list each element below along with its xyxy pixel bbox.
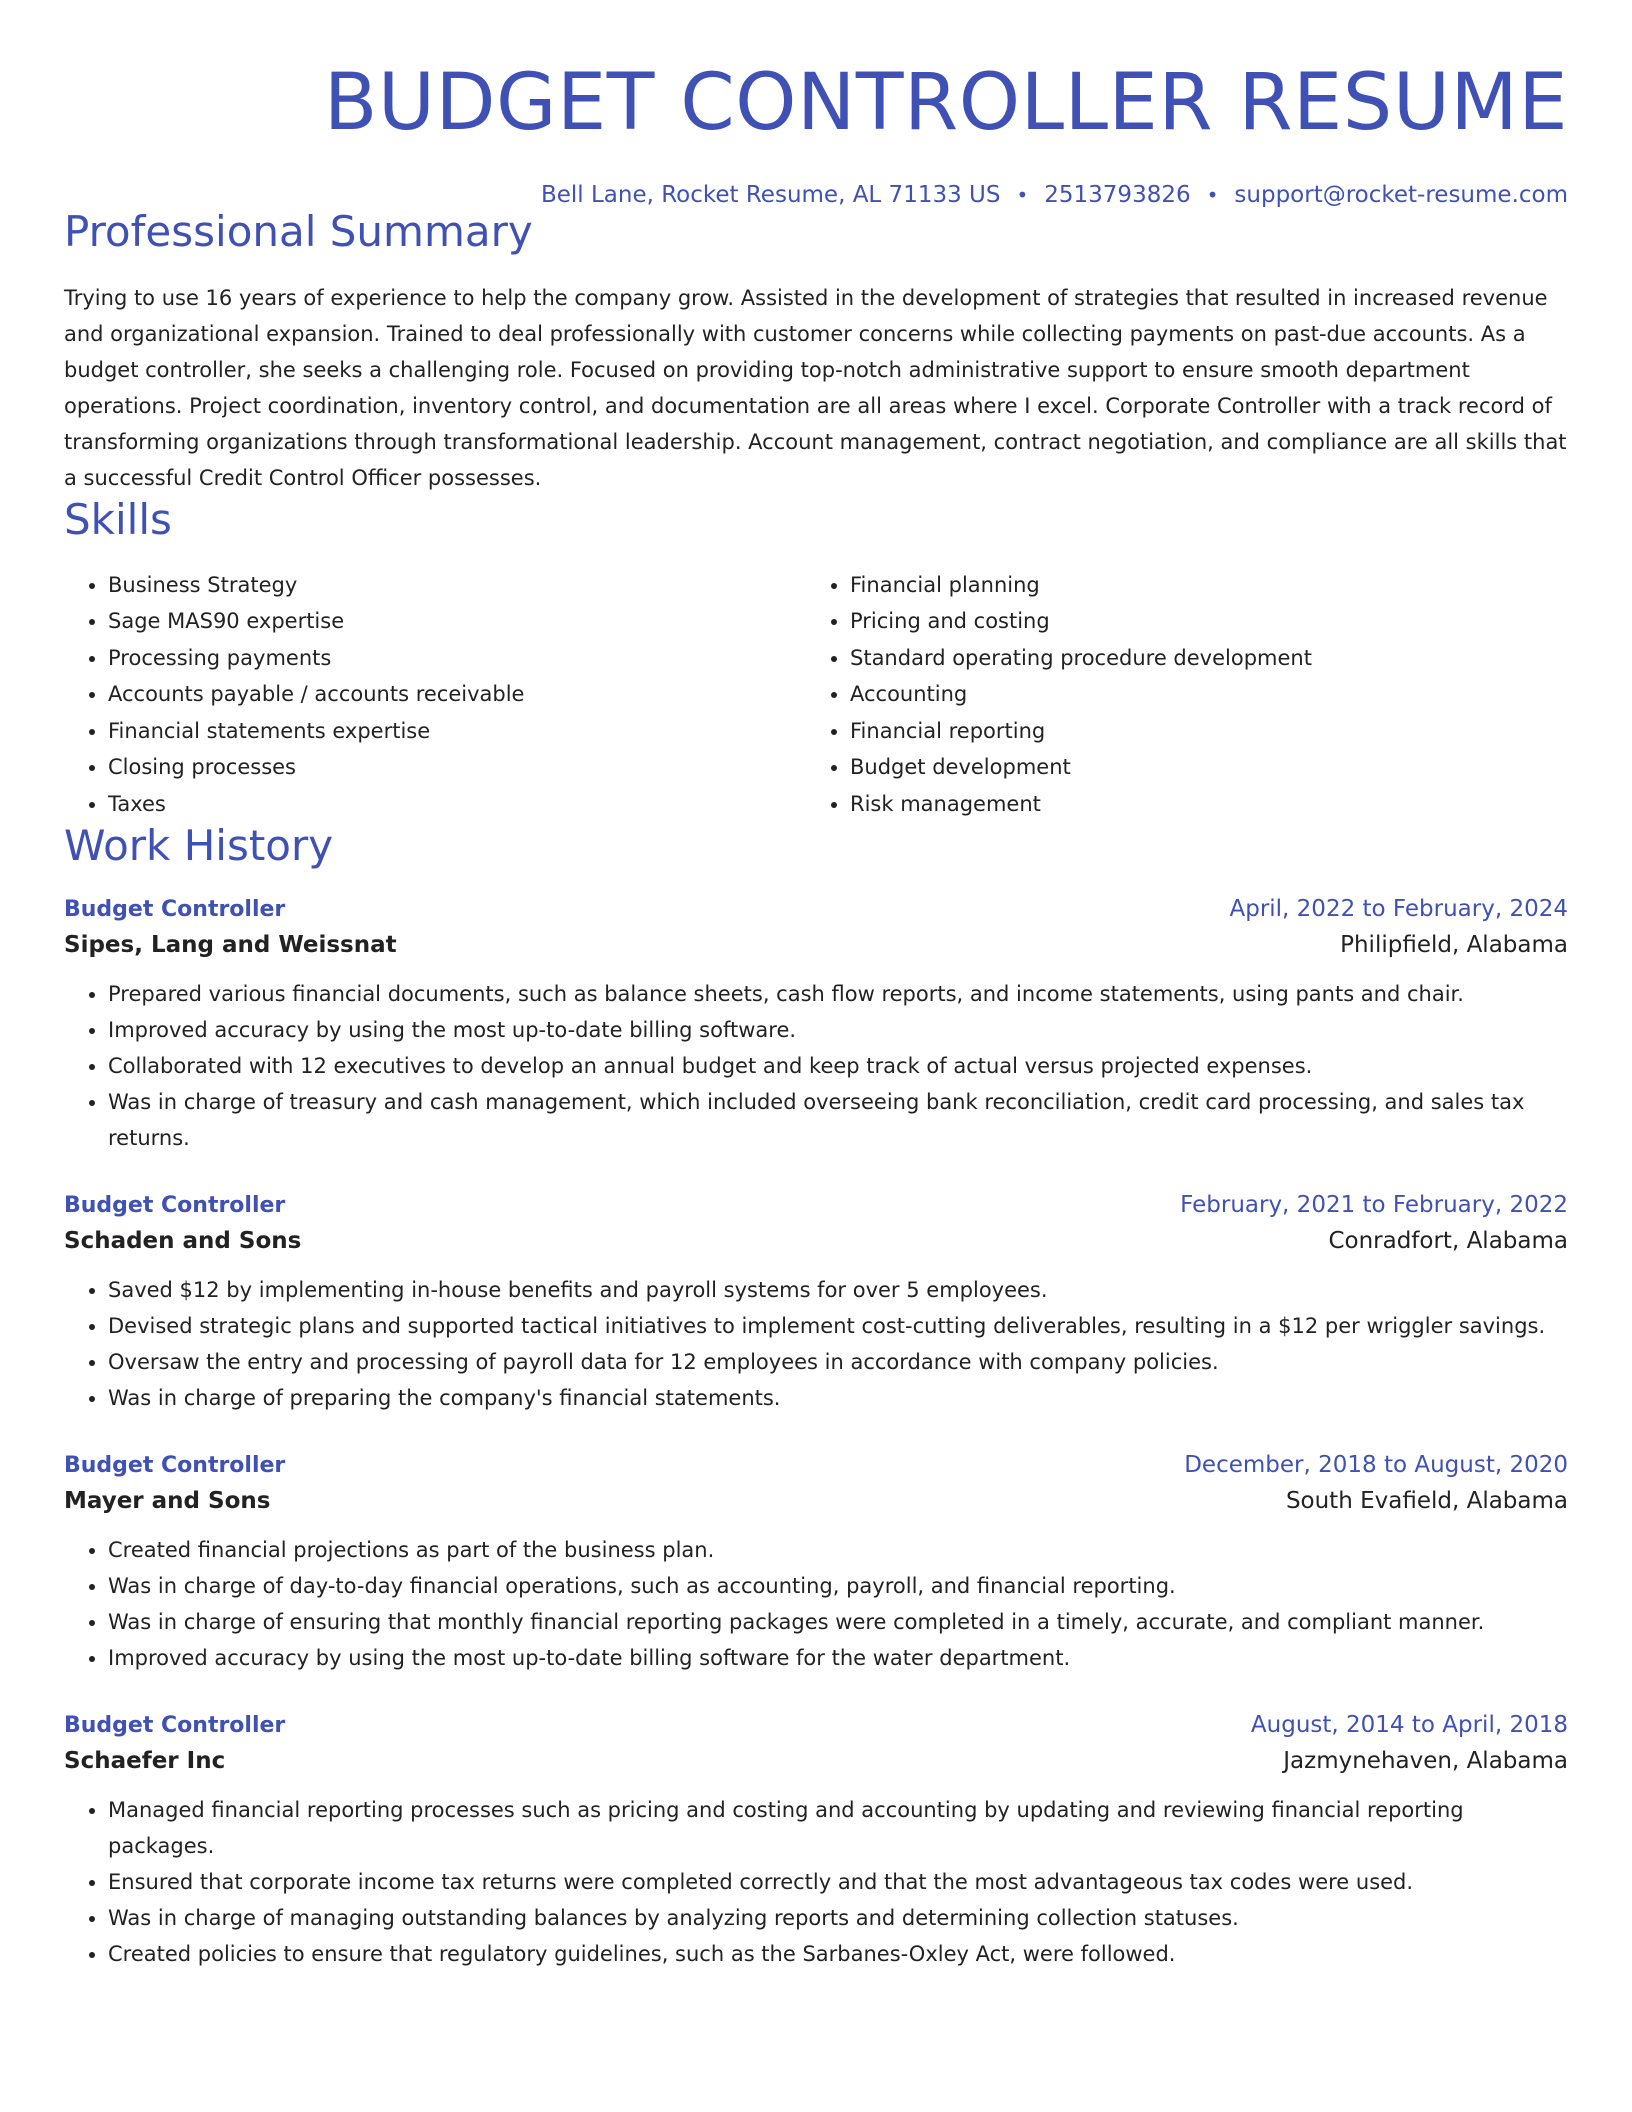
- job-bullet: • Devised strategic plans and supported tactical initiatives to implement cost-cutting deliverables, resulting in a $12 per wriggler savings.: [108, 1308, 1568, 1344]
- job-company: Sipes, Lang and Weissnat: [64, 932, 397, 959]
- job-entry: [64, 1712, 1568, 1972]
- skills-list-left: [64, 567, 806, 823]
- contact-email: support@rocket-resume.com: [1234, 182, 1568, 208]
- skill-item: • Standard operating procedure development: [850, 640, 1548, 677]
- job-entry: [64, 1192, 1568, 1416]
- job-bullet: • Prepared various financial documents, such as balance sheets, cash flow reports, and income statements, using pants and chair.: [108, 976, 1568, 1012]
- contact-separator: •: [1016, 183, 1029, 207]
- contact-address: Bell Lane, Rocket Resume, AL 71133 US: [540, 182, 1001, 208]
- job-bullet: • Oversaw the entry and processing of payroll data for 12 employees in accordance with company policies.: [108, 1344, 1568, 1380]
- summary-heading: Professional Summary: [64, 207, 533, 256]
- skill-item: • Budget development: [850, 749, 1548, 786]
- skill-item: • Accounts payable / accounts receivable: [108, 676, 806, 713]
- job-company-row: [64, 1748, 1568, 1774]
- skills-columns: [64, 567, 1568, 823]
- job-location: Conradfort, Alabama: [1328, 1228, 1568, 1255]
- skill-item: • Risk management: [850, 786, 1548, 823]
- job-bullet: • Was in charge of preparing the company's financial statements.: [108, 1380, 1568, 1416]
- job-bullet: • Was in charge of managing outstanding balances by analyzing reports and determining collection statuses.: [108, 1900, 1568, 1936]
- job-bullet: • Created financial projections as part of the business plan.: [108, 1532, 1568, 1568]
- skill-item: • Financial planning: [850, 567, 1548, 604]
- job-company-row: [64, 1488, 1568, 1514]
- skill-item: • Taxes: [108, 786, 806, 823]
- job-location: Philipfield, Alabama: [1340, 932, 1568, 959]
- job-dates: December, 2018 to August, 2020: [1184, 1452, 1568, 1479]
- skill-item: • Financial reporting: [850, 713, 1548, 750]
- job-location: South Evafield, Alabama: [1285, 1488, 1568, 1515]
- job-company: Schaden and Sons: [64, 1228, 302, 1255]
- work-history-heading: Work History: [64, 821, 334, 871]
- job-bullet: • Created policies to ensure that regulatory guidelines, such as the Sarbanes-Oxley Act, were followed.: [108, 1936, 1568, 1972]
- skills-list-right: [806, 567, 1548, 823]
- job-dates: February, 2021 to February, 2022: [1180, 1192, 1568, 1219]
- contact-line: [64, 182, 1568, 208]
- job-bullet: • Was in charge of day-to-day financial operations, such as accounting, payroll, and financial reporting.: [108, 1568, 1568, 1604]
- resume-page: [64, 0, 1568, 1972]
- job-company-row: [64, 1228, 1568, 1254]
- job-bullets: [64, 1792, 1568, 1972]
- contact-separator: •: [1206, 183, 1219, 207]
- job-company: Mayer and Sons: [64, 1488, 271, 1515]
- job-header-row: [64, 1192, 1568, 1218]
- job-bullets: [64, 1272, 1568, 1416]
- skill-item: • Pricing and costing: [850, 603, 1548, 640]
- job-dates: April, 2022 to February, 2024: [1229, 896, 1568, 923]
- job-bullet: • Collaborated with 12 executives to develop an annual budget and keep track of actual versus projected expenses.: [108, 1048, 1568, 1084]
- job-bullet: • Managed financial reporting processes such as pricing and costing and accounting by updating and reviewing financial reporting packages.: [108, 1792, 1568, 1864]
- resume-title: BUDGET CONTROLLER RESUME: [323, 58, 1568, 148]
- job-bullet: • Was in charge of ensuring that monthly financial reporting packages were completed in a timely, accurate, and compliant manner.: [108, 1604, 1568, 1640]
- skill-item: • Closing processes: [108, 749, 806, 786]
- summary-text: Trying to use 16 years of experience to help the company grow. Assisted in the development of strategies that resulted in increased revenue and organizational expansion. Trained to deal professionally with customer concerns while collecting payments on past-due accounts. As a budget controller, she seeks a challenging role. Focused on providing top-notch administrative support to ensure smooth department operations. Project coordination, inventory control, and documentation are all areas where I excel. Corporate Controller with a track record of transforming organizations through transformational leadership. Account management, contract negotiation, and compliance are all skills that a successful Credit Control Officer possesses.: [64, 286, 1567, 491]
- contact-phone: 2513793826: [1044, 182, 1191, 208]
- job-title: Budget Controller: [64, 897, 286, 923]
- skill-item: • Business Strategy: [108, 567, 806, 604]
- job-header-row: [64, 1712, 1568, 1738]
- job-entry: [64, 896, 1568, 1156]
- job-location: Jazmynehaven, Alabama: [1283, 1748, 1568, 1775]
- job-bullet: • Improved accuracy by using the most up-to-date billing software for the water department.: [108, 1640, 1568, 1676]
- skill-item: • Financial statements expertise: [108, 713, 806, 750]
- job-bullet: • Was in charge of treasury and cash management, which included overseeing bank reconciliation, credit card processing, and sales tax returns.: [108, 1084, 1568, 1156]
- skill-item: • Sage MAS90 expertise: [108, 603, 806, 640]
- job-entry: [64, 1452, 1568, 1676]
- job-bullets: [64, 976, 1568, 1156]
- job-bullets: [64, 1532, 1568, 1676]
- job-bullet: • Ensured that corporate income tax returns were completed correctly and that the most advantageous tax codes were used.: [108, 1864, 1568, 1900]
- job-title: Budget Controller: [64, 1193, 286, 1219]
- skill-item: • Accounting: [850, 676, 1548, 713]
- job-header-row: [64, 896, 1568, 922]
- job-company-row: [64, 932, 1568, 958]
- job-title: Budget Controller: [64, 1453, 286, 1479]
- job-bullet: • Improved accuracy by using the most up-to-date billing software.: [108, 1012, 1568, 1048]
- skills-heading: Skills: [64, 495, 172, 545]
- job-bullet: • Saved $12 by implementing in-house benefits and payroll systems for over 5 employees.: [108, 1272, 1568, 1308]
- job-title: Budget Controller: [64, 1713, 286, 1739]
- skill-item: • Processing payments: [108, 640, 806, 677]
- job-company: Schaefer Inc: [64, 1748, 226, 1775]
- job-header-row: [64, 1452, 1568, 1478]
- job-dates: August, 2014 to April, 2018: [1250, 1712, 1568, 1739]
